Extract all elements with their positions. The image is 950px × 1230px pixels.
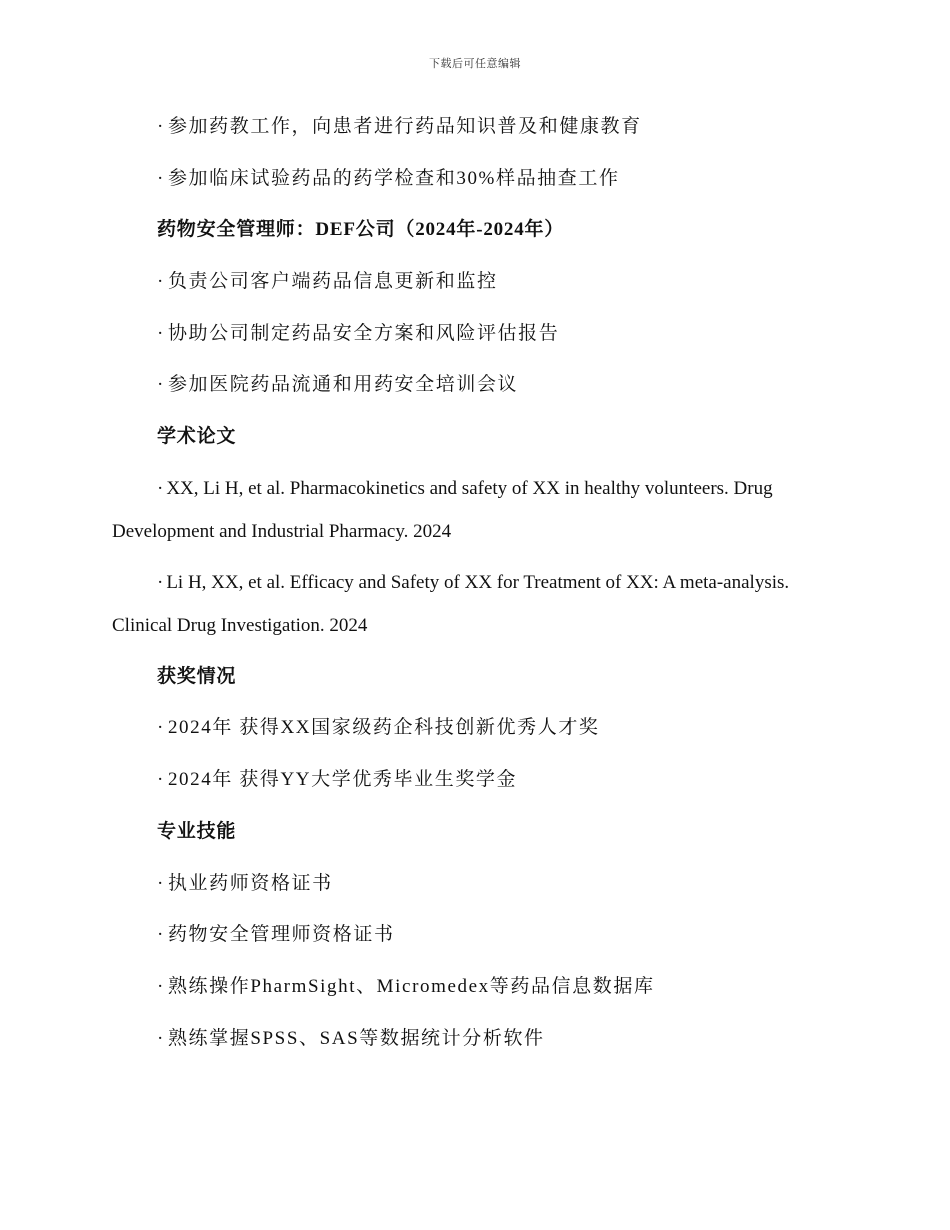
bullet: · — [157, 374, 165, 395]
page-header: 下载后可任意编辑 — [429, 58, 521, 70]
list-item — [157, 871, 333, 897]
list-item-text: 参加医院药品流通和用药安全培训会议 — [167, 374, 519, 395]
bullet: · — [157, 873, 165, 894]
list-item-text: 负责公司客户端药品信息更新和监控 — [167, 271, 498, 292]
list-item-text: 执业药师资格证书 — [167, 873, 333, 894]
paper-entry — [112, 561, 840, 647]
list-item — [157, 1026, 545, 1052]
job-title-def: 药物安全管理师：DEF公司（2024年-2024年） — [157, 219, 565, 240]
list-item — [157, 114, 642, 140]
list-item-text: 协助公司制定药品安全方案和风险评估报告 — [167, 323, 560, 344]
bullet: · — [157, 1028, 165, 1049]
bullet: · — [157, 478, 164, 499]
list-item — [157, 922, 395, 948]
list-item — [157, 974, 655, 1000]
list-item — [157, 767, 517, 793]
list-item — [157, 715, 600, 741]
bullet: · — [157, 976, 165, 997]
bullet: · — [157, 769, 165, 790]
list-item — [157, 166, 620, 192]
list-item — [157, 269, 498, 295]
paper-entry-text: Li H, XX, et al. Efficacy and Safety of XX for Treatment of XX: A meta-analysis. Clinical Drug Investigation. 2024 — [112, 572, 790, 636]
section-title-skills: 专业技能 — [157, 821, 237, 842]
section-title-awards: 获奖情况 — [157, 666, 237, 687]
list-item-text: 2024年 获得XX国家级药企科技创新优秀人才奖 — [167, 717, 600, 738]
bullet: · — [157, 572, 164, 593]
list-item — [157, 372, 518, 398]
list-item-text: 熟练掌握SPSS、SAS等数据统计分析软件 — [167, 1028, 545, 1049]
paper-entry-text: XX, Li H, et al. Pharmacokinetics and safety of XX in healthy volunteers. Drug Development and Industrial Pharmacy. 2024 — [112, 478, 773, 542]
paper-entry — [112, 467, 840, 553]
list-item-text: 参加药教工作，向患者进行药品知识普及和健康教育 — [167, 116, 642, 137]
section-title-papers: 学术论文 — [157, 426, 237, 447]
list-item-text: 参加临床试验药品的药学检查和30%样品抽查工作 — [167, 168, 620, 189]
list-item-text: 药物安全管理师资格证书 — [167, 924, 395, 945]
bullet: · — [157, 323, 165, 344]
bullet: · — [157, 168, 165, 189]
list-item — [157, 321, 559, 347]
bullet: · — [157, 271, 165, 292]
bullet: · — [157, 717, 165, 738]
list-item-text: 熟练操作PharmSight、Micromedex等药品信息数据库 — [167, 976, 655, 997]
bullet: · — [157, 116, 165, 137]
list-item-text: 2024年 获得YY大学优秀毕业生奖学金 — [167, 769, 518, 790]
bullet: · — [157, 924, 165, 945]
